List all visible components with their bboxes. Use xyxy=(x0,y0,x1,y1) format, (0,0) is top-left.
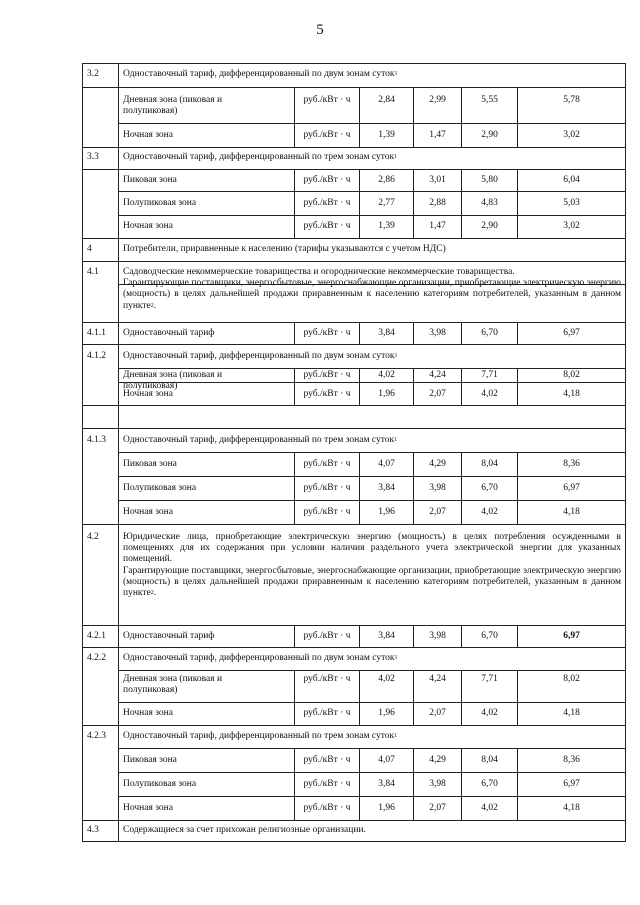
unit: руб./кВт · ч xyxy=(303,483,351,493)
zone-label: Ночная зона xyxy=(123,803,173,813)
value: 2,07 xyxy=(429,507,446,517)
rule xyxy=(119,215,625,216)
value: 4,02 xyxy=(378,674,395,684)
unit: руб./кВт · ч xyxy=(303,779,351,789)
value: 1,39 xyxy=(378,221,395,231)
value: 3,98 xyxy=(429,328,446,338)
value: 7,71 xyxy=(481,674,498,684)
value: 1,96 xyxy=(378,389,395,399)
value: 2,07 xyxy=(429,708,446,718)
value: 6,97 xyxy=(563,779,580,789)
value: 4,02 xyxy=(378,370,395,380)
value: 8,36 xyxy=(563,459,580,469)
value: 4,24 xyxy=(429,370,446,380)
rule xyxy=(119,748,625,749)
value: 4,18 xyxy=(563,507,580,517)
value: 6,97 xyxy=(563,483,580,493)
paragraph: Гарантирующие поставщики, энергосбытовые, энергоснабжающие организации, приобретающие электрическую энергию (мощность) в целях дальнейшей продажи приравненным к населению категориям потребителей, указанным в данном пункте$^2$. xyxy=(123,565,621,599)
unit: руб./кВт · ч xyxy=(303,370,351,380)
value: 8,04 xyxy=(481,755,498,765)
value: 8,04 xyxy=(481,459,498,469)
value: 4,29 xyxy=(429,755,446,765)
value: 3,98 xyxy=(429,631,446,641)
unit: руб./кВт · ч xyxy=(303,389,351,399)
row-number: 4 xyxy=(87,244,92,254)
rule xyxy=(83,647,625,648)
paragraph: Садоводческие некоммерческие товарищества и огороднические некоммерческие товарищества. xyxy=(123,267,515,277)
page-number: 5 xyxy=(316,22,324,38)
row-number: 4.1 xyxy=(87,267,99,277)
unit: руб./кВт · ч xyxy=(303,803,351,813)
rule xyxy=(83,147,625,148)
row-title: Потребители, приравненные к населению (тарифы указываются с учетом НДС) xyxy=(123,244,446,254)
zone-label: Ночная зона xyxy=(123,708,173,718)
unit: руб./кВт · ч xyxy=(303,631,351,641)
value: 6,70 xyxy=(481,328,498,338)
value: 4,18 xyxy=(563,803,580,813)
value: 7,71 xyxy=(481,370,498,380)
value: 3,02 xyxy=(563,221,580,231)
unit: руб./кВт · ч xyxy=(303,459,351,469)
unit: руб./кВт · ч xyxy=(303,130,351,140)
value: 3,84 xyxy=(378,631,395,641)
rule xyxy=(119,123,625,124)
unit: руб./кВт · ч xyxy=(303,95,351,105)
value: 2,86 xyxy=(378,175,395,185)
row-title: Одноставочный тариф xyxy=(123,631,215,641)
rule xyxy=(83,428,625,429)
rule xyxy=(83,405,625,406)
row-text xyxy=(123,267,621,312)
value: 1,47 xyxy=(429,130,446,140)
value: 4,29 xyxy=(429,459,446,469)
value: 2,84 xyxy=(378,95,395,105)
zone-label: Пиковая зона xyxy=(123,459,177,469)
row-title: Одноставочный тариф xyxy=(123,328,215,338)
value: 2,90 xyxy=(481,130,498,140)
rule xyxy=(119,796,625,797)
value: 4,18 xyxy=(563,389,580,399)
unit: руб./кВт · ч xyxy=(303,175,351,185)
value: 3,84 xyxy=(378,483,395,493)
value: 4,24 xyxy=(429,674,446,684)
value: 2,07 xyxy=(429,803,446,813)
rule xyxy=(83,238,625,239)
unit: руб./кВт · ч xyxy=(303,328,351,338)
zone-label: Полупиковая зона xyxy=(123,483,197,493)
rule xyxy=(83,322,625,323)
value: 1,39 xyxy=(378,130,395,140)
row-number: 4.2 xyxy=(87,532,99,542)
value: 6,04 xyxy=(563,175,580,185)
rule xyxy=(119,702,625,703)
value: 4,02 xyxy=(481,507,498,517)
row-number: 4.3 xyxy=(87,825,99,835)
value: 3,98 xyxy=(429,483,446,493)
zone-label: Ночная зона xyxy=(123,130,173,140)
row-title: Содержащиеся за счет прихожан религиозные организации. xyxy=(123,825,366,835)
value: 4,02 xyxy=(481,708,498,718)
value: 2,99 xyxy=(429,95,446,105)
rule xyxy=(119,772,625,773)
value: 8,02 xyxy=(563,674,580,684)
value: 3,84 xyxy=(378,779,395,789)
value: 8,36 xyxy=(563,755,580,765)
rule xyxy=(118,64,119,842)
paragraph: Гарантирующие поставщики, энергосбытовые, энергоснабжающие организации, приобретающие электрическую энергию (мощность) в целях дальнейшей продажи приравненным к населению категориям потребителей, указанным в данном пункте$^2$. xyxy=(123,278,621,311)
value: 6,70 xyxy=(481,631,498,641)
row-number: 4.2.1 xyxy=(87,631,106,641)
paragraph: Юридические лица, приобретающие электрическую энергию (мощность) в целях потребления осужденными в помещениях для их содержания при условии наличия раздельного учета электрической энергии для указанных помещений. xyxy=(123,532,621,565)
value: 3,84 xyxy=(378,328,395,338)
value: 4,18 xyxy=(563,708,580,718)
value: 5,55 xyxy=(481,95,498,105)
value: 4,83 xyxy=(481,198,498,208)
zone-label: Полупиковая зона xyxy=(123,198,197,208)
value: 6,70 xyxy=(481,779,498,789)
value: 5,78 xyxy=(563,95,580,105)
unit: руб./кВт · ч xyxy=(303,674,351,684)
row-text xyxy=(123,532,621,599)
value: 1,96 xyxy=(378,708,395,718)
value: 2,07 xyxy=(429,389,446,399)
zone-label: Пиковая зона xyxy=(123,175,177,185)
row-number: 4.2.2 xyxy=(87,653,106,663)
unit: руб./кВт · ч xyxy=(303,221,351,231)
value: 4,07 xyxy=(378,755,395,765)
row-number: 4.2.3 xyxy=(87,731,106,741)
value: 1,47 xyxy=(429,221,446,231)
rule xyxy=(83,344,625,345)
zone-label: Полупиковая зона xyxy=(123,779,197,789)
row-title: Одноставочный тариф, дифференцированный по трем зонам суток$^1$ xyxy=(123,152,398,162)
zone-label: Дневная зона (пиковая и полупиковая) xyxy=(123,370,223,391)
unit: руб./кВт · ч xyxy=(303,198,351,208)
value: 6,97 xyxy=(563,631,580,641)
rule xyxy=(119,191,625,192)
rule xyxy=(119,500,625,501)
row-number: 4.1.1 xyxy=(87,328,106,338)
row-title: Одноставочный тариф, дифференцированный по двум зонам суток$^1$ xyxy=(123,69,398,79)
rule xyxy=(83,820,625,821)
value: 3,02 xyxy=(563,130,580,140)
value: 5,80 xyxy=(481,175,498,185)
row-number: 3.3 xyxy=(87,152,99,162)
value: 4,07 xyxy=(378,459,395,469)
zone-label: Ночная зона xyxy=(123,221,173,231)
value: 8,02 xyxy=(563,370,580,380)
rule xyxy=(119,452,625,453)
value: 2,77 xyxy=(378,198,395,208)
zone-label: Ночная зона xyxy=(123,507,173,517)
value: 3,98 xyxy=(429,779,446,789)
zone-label: Дневная зона (пиковая и полупиковая) xyxy=(123,674,223,695)
rule xyxy=(119,670,625,671)
value: 1,96 xyxy=(378,507,395,517)
rule xyxy=(83,261,625,262)
row-number: 4.1.3 xyxy=(87,435,106,445)
rule xyxy=(83,625,625,626)
value: 6,70 xyxy=(481,483,498,493)
unit: руб./кВт · ч xyxy=(303,755,351,765)
row-title: Одноставочный тариф, дифференцированный по трем зонам суток$^1$ xyxy=(123,435,398,445)
rule xyxy=(83,524,625,525)
row-number: 3.2 xyxy=(87,69,99,79)
rule xyxy=(83,87,625,88)
rule xyxy=(83,725,625,726)
zone-label: Ночная зона xyxy=(123,389,173,399)
zone-label: Пиковая зона xyxy=(123,755,177,765)
zone-label: Дневная зона (пиковая и полупиковая) xyxy=(123,95,223,116)
value: 4,02 xyxy=(481,389,498,399)
tariff-table xyxy=(82,63,626,842)
row-number: 4.1.2 xyxy=(87,351,106,361)
value: 2,90 xyxy=(481,221,498,231)
value: 2,88 xyxy=(429,198,446,208)
value: 6,97 xyxy=(563,328,580,338)
rule xyxy=(119,368,625,369)
value: 4,02 xyxy=(481,803,498,813)
rule xyxy=(119,476,625,477)
row-title: Одноставочный тариф, дифференцированный по трем зонам суток$^1$ xyxy=(123,731,398,741)
value: 3,01 xyxy=(429,175,446,185)
unit: руб./кВт · ч xyxy=(303,507,351,517)
row-title: Одноставочный тариф, дифференцированный по двум зонам суток$^1$ xyxy=(123,653,398,663)
value: 5,03 xyxy=(563,198,580,208)
row-title: Одноставочный тариф, дифференцированный по двум зонам суток$^1$ xyxy=(123,351,398,361)
rule xyxy=(83,169,625,170)
unit: руб./кВт · ч xyxy=(303,708,351,718)
value: 1,96 xyxy=(378,803,395,813)
